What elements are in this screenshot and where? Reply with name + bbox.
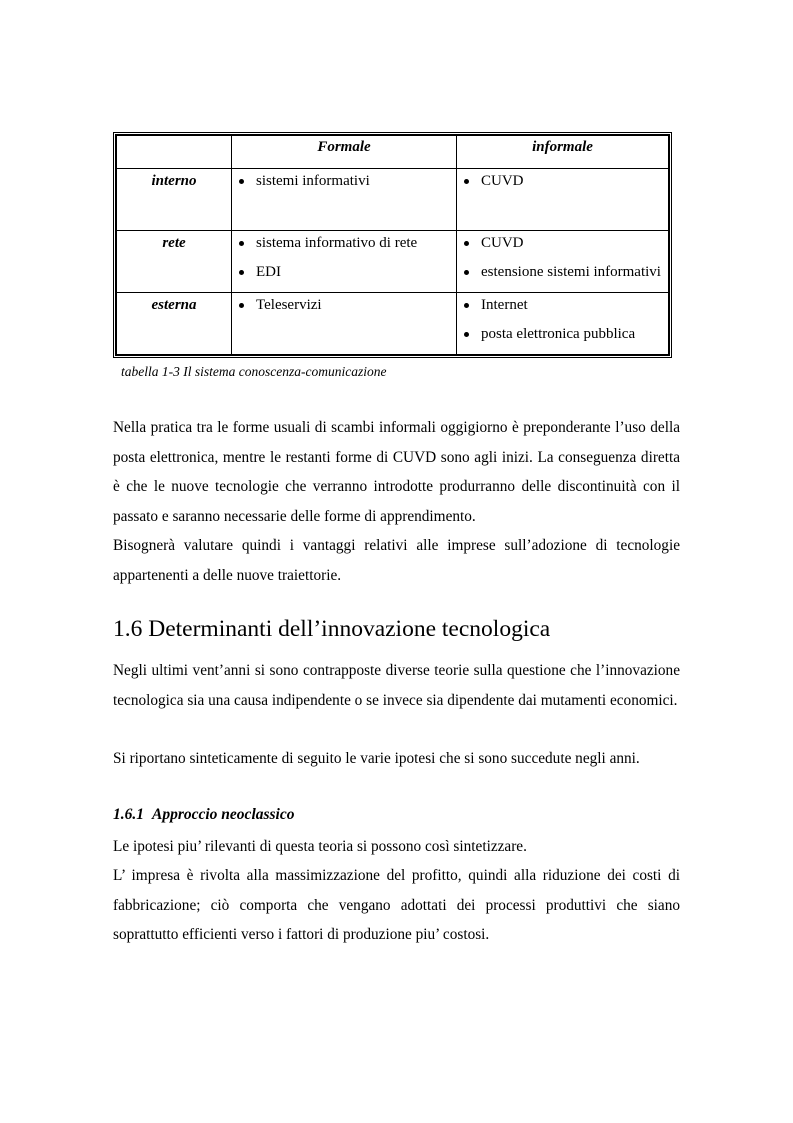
cell-informale <box>457 293 669 355</box>
list-item <box>236 258 452 287</box>
list-item-text: posta elettronica pubblica <box>481 326 636 342</box>
table-row-esterna <box>117 293 669 355</box>
bullet-icon <box>239 270 244 275</box>
list-item <box>461 320 664 349</box>
section-title: 1.6 Determinanti dell’innovazione tecnologica <box>113 616 551 642</box>
cell-informale <box>457 231 669 293</box>
header-formale: Formale <box>232 136 457 169</box>
paragraph: Nella pratica tra le forme usuali di scambi informali oggigiorno è preponderante l’uso della posta elettronica, mentre le restanti forme di CUVD sono agli inizi. La conseguenza diretta è che le nuove tecnologie che verranno introdotte produrranno delle discontinuità con il passato e saranno necessarie delle forme di apprendimento. <box>113 419 680 525</box>
bullet-icon <box>464 179 469 184</box>
list-item <box>461 167 664 196</box>
list-item-text: CUVD <box>481 173 524 189</box>
list-item-text: CUVD <box>481 235 524 251</box>
bullet-icon <box>464 332 469 337</box>
bullet-icon <box>239 241 244 246</box>
row-label: interno <box>117 169 232 231</box>
header-corner <box>117 136 232 169</box>
list-item-text: sistemi informativi <box>256 173 370 189</box>
list-item-text: estensione sistemi informativi <box>481 264 661 280</box>
bullet-icon <box>464 303 469 308</box>
bullet-icon <box>464 241 469 246</box>
table-caption: tabella 1-3 Il sistema conoscenza-comunicazione <box>121 364 387 379</box>
list-item-text: sistema informativo di rete <box>256 235 418 251</box>
paragraph: Le ipotesi piu’ rilevanti di questa teoria si possono così sintetizzare. <box>113 838 527 855</box>
bullet-icon <box>464 270 469 275</box>
cell-formale <box>232 169 457 231</box>
table-row-rete <box>117 231 669 293</box>
cell-formale <box>232 293 457 355</box>
subsection-title <box>113 806 295 824</box>
subsection-number: 1.6.1 <box>113 806 144 823</box>
bullet-icon <box>239 179 244 184</box>
matrix-table <box>116 135 669 355</box>
subsection-title-text: Approccio neoclassico <box>152 806 295 823</box>
header-informale: informale <box>457 136 669 169</box>
paragraph: Si riportano sinteticamente di seguito le varie ipotesi che si sono succedute negli anni. <box>113 750 640 767</box>
table-row-interno <box>117 169 669 231</box>
table-header-row <box>117 136 669 169</box>
paragraph: Bisognerà valutare quindi i vantaggi relativi alle imprese sull’adozione di tecnologie appartenenti a delle nuove traiettorie. <box>113 537 680 584</box>
list-item <box>461 291 664 320</box>
row-label: esterna <box>117 293 232 355</box>
bullet-icon <box>239 303 244 308</box>
comparison-table <box>113 132 672 358</box>
list-item <box>236 167 452 196</box>
list-item <box>461 258 664 287</box>
cell-formale <box>232 231 457 293</box>
cell-informale <box>457 169 669 231</box>
list-item <box>236 229 452 258</box>
paragraph: Negli ultimi vent’anni si sono contrapposte diverse teorie sulla questione che l’innovazione tecnologica sia una causa indipendente o se invece sia dipendente dai mutamenti economici. <box>113 662 680 709</box>
list-item <box>461 229 664 258</box>
list-item-text: Teleservizi <box>256 297 322 313</box>
list-item <box>236 291 452 320</box>
row-label: rete <box>117 231 232 293</box>
list-item-text: Internet <box>481 297 528 313</box>
list-item-text: EDI <box>256 264 281 280</box>
paragraph: L’ impresa è rivolta alla massimizzazione del profitto, quindi alla riduzione dei costi di fabbricazione; ciò comporta che vengano adottati dei processi produttivi che siano soprattutto efficienti verso i fattori di produzione piu’ costosi. <box>113 867 680 943</box>
